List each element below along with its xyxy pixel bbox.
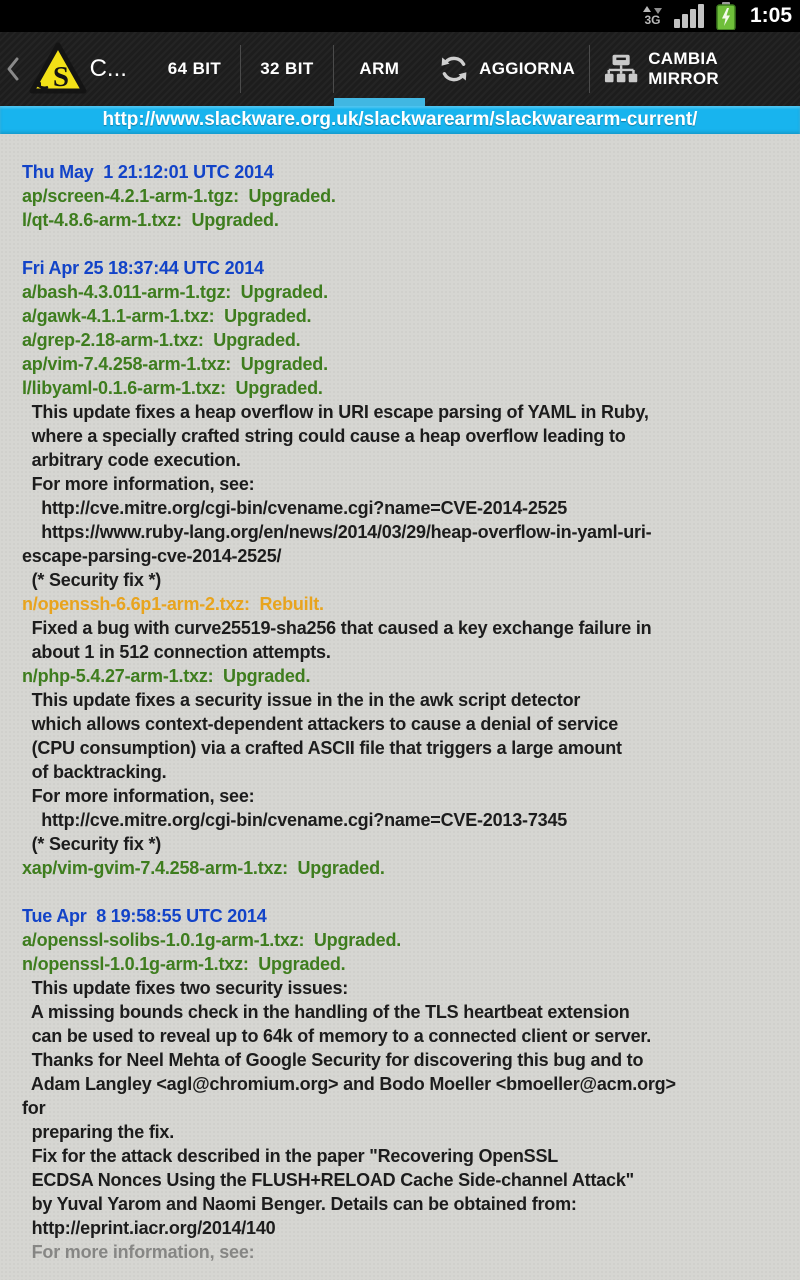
tab-32bit[interactable]: [241, 32, 333, 106]
changelog-line: A missing bounds check in the handling of the TLS heartbeat extension: [22, 1002, 630, 1022]
changelog-line: (* Security fix *): [22, 834, 162, 854]
changelog-line: l/libyaml-0.1.6-arm-1.txz: Upgraded.: [22, 378, 323, 398]
changelog-line: about 1 in 512 connection attempts.: [22, 642, 331, 662]
changelog-line: Fixed a bug with curve25519-sha256 that caused a key exchange failure in: [22, 618, 652, 638]
changelog-line: n/openssl-1.0.1g-arm-1.txz: Upgraded.: [22, 954, 346, 974]
status-bar: [0, 0, 800, 32]
changelog-line: This update fixes a security issue in the in the awk script detector: [22, 690, 581, 710]
changelog-line: arbitrary code execution.: [22, 450, 241, 470]
change-mirror-button[interactable]: [590, 32, 800, 106]
signal-strength-icon: [674, 4, 704, 28]
changelog-line: Fri Apr 25 18:37:44 UTC 2014: [22, 258, 264, 278]
changelog-line: Adam Langley <agl@chromium.org> and Bodo Moeller <bmoeller@acm.org>: [22, 1074, 676, 1094]
changelog-line: https://www.ruby-lang.org/en/news/2014/03/29/heap-overflow-in-yaml-uri-: [22, 522, 652, 542]
changelog-line: http://cve.mitre.org/cgi-bin/cvename.cgi?name=CVE-2014-2525: [22, 498, 568, 518]
changelog-line: n/openssh-6.6p1-arm-2.txz: Rebuilt.: [22, 594, 324, 614]
app-logo[interactable]: [27, 32, 90, 106]
changelog-line: [22, 880, 790, 904]
refresh-icon: [439, 54, 469, 84]
changelog-line: preparing the fix.: [22, 1122, 175, 1142]
current-mirror-url: http://www.slackware.org.uk/slackwarearm/slackwarearm-current/: [102, 109, 698, 130]
changelog-line: ECDSA Nonces Using the FLUSH+RELOAD Cache Side-channel Attack": [22, 1170, 635, 1190]
action-bar: [0, 32, 800, 106]
tab-arm[interactable]: [334, 32, 426, 106]
back-chevron-icon: [6, 56, 20, 82]
changelog-line: l/qt-4.8.6-arm-1.txz: Upgraded.: [22, 210, 279, 230]
tab-64bit[interactable]: [149, 32, 241, 106]
changelog-line: [22, 232, 790, 256]
clock: 1:05: [749, 4, 792, 27]
changelog-line: Fix for the attack described in the paper "Recovering OpenSSL: [22, 1146, 559, 1166]
changelog-line: a/bash-4.3.011-arm-1.tgz: Upgraded.: [22, 282, 328, 302]
back-button[interactable]: [0, 32, 27, 106]
changelog-line: This update fixes two security issues:: [22, 978, 349, 998]
data-3g-icon: 3G: [643, 6, 662, 26]
changelog-line: n/php-5.4.27-arm-1.txz: Upgraded.: [22, 666, 311, 686]
tab-32bit-label: 32 BIT: [260, 59, 314, 78]
changelog-line: For more information, see:: [22, 1242, 255, 1262]
changelog-line: For more information, see:: [22, 786, 255, 806]
changelog-line: Thanks for Neel Mehta of Google Security for discovering this bug and to: [22, 1050, 644, 1070]
svg-text:S: S: [53, 61, 70, 93]
changelog-line: where a specially crafted string could cause a heap overflow leading to: [22, 426, 626, 446]
changelog-line: Tue Apr 8 19:58:55 UTC 2014: [22, 906, 267, 926]
changelog-line: by Yuval Yarom and Naomi Benger. Details can be obtained from:: [22, 1194, 577, 1214]
changelog-line: a/openssl-solibs-1.0.1g-arm-1.txz: Upgraded.: [22, 930, 402, 950]
change-mirror-button-label: CAMBIA MIRROR: [648, 49, 719, 88]
changelog-line: a/grep-2.18-arm-1.txz: Upgraded.: [22, 330, 301, 350]
changelog-line: of backtracking.: [22, 762, 167, 782]
changelog-line: (CPU consumption) via a crafted ASCII file that triggers a large amount: [22, 738, 622, 758]
refresh-button[interactable]: [425, 32, 589, 106]
changelog-line: xap/vim-gvim-7.4.258-arm-1.txz: Upgraded.: [22, 858, 385, 878]
changelog-view[interactable]: [0, 134, 800, 1280]
mirror-network-icon: [604, 53, 638, 85]
changelog-line: http://cve.mitre.org/cgi-bin/cvename.cgi?name=CVE-2013-7345: [22, 810, 568, 830]
changelog-line: ap/vim-7.4.258-arm-1.txz: Upgraded.: [22, 354, 328, 374]
changelog-line: a/gawk-4.1.1-arm-1.txz: Upgraded.: [22, 306, 312, 326]
battery-charging-icon: [716, 2, 736, 30]
page-title: C...: [89, 55, 127, 82]
tab-64bit-label: 64 BIT: [167, 59, 222, 78]
tab-arm-label: ARM: [359, 59, 400, 78]
url-bar: [0, 106, 800, 134]
changelog-line: ap/screen-4.2.1-arm-1.tgz: Upgraded.: [22, 186, 336, 206]
changelog-line: Thu May 1 21:12:01 UTC 2014: [22, 162, 274, 182]
changelog-line: which allows context-dependent attackers to cause a denial of service: [22, 714, 618, 734]
changelog-line: can be used to reveal up to 64k of memory to a connected client or server.: [22, 1026, 652, 1046]
changelog-line: escape-parsing-cve-2014-2525/: [22, 546, 282, 566]
refresh-button-label: AGGIORNA: [479, 59, 576, 78]
changelog-line: This update fixes a heap overflow in URI escape parsing of YAML in Ruby,: [22, 402, 649, 422]
slackware-triangle-icon: [28, 41, 88, 97]
changelog-line: (* Security fix *): [22, 570, 162, 590]
changelog-line: for: [22, 1098, 46, 1118]
changelog-line: http://eprint.iacr.org/2014/140: [22, 1218, 276, 1238]
changelog-line: For more information, see:: [22, 474, 255, 494]
